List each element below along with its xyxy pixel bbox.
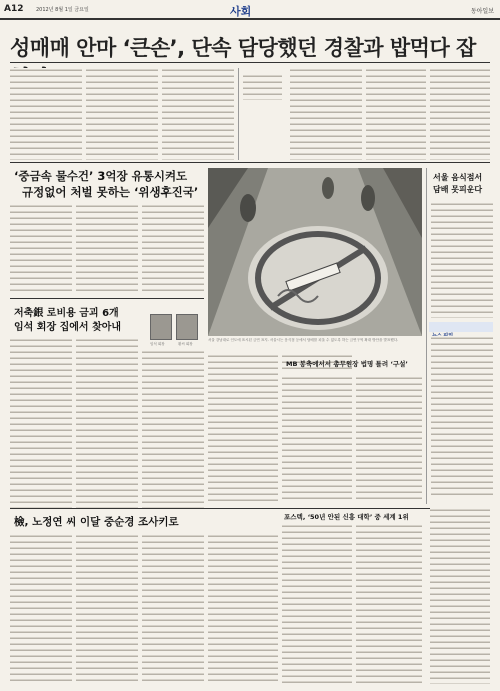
- story3-column-1: [10, 338, 72, 508]
- no-smoking-sign-photo: [208, 168, 422, 336]
- middle-column-1: [208, 354, 278, 502]
- sidebar-bottom-column: [430, 508, 490, 684]
- portrait-caption-2: 황씨 회장: [178, 342, 193, 346]
- main-article-column-6: [430, 68, 490, 160]
- main-headline: 성매매 안마 ‘큰손’, 단속 담당했던 경찰과 밥먹다 잡: [10, 36, 476, 60]
- story2-column-2: [76, 204, 138, 294]
- center-photo: [208, 168, 422, 336]
- main-article-column-5: [366, 68, 426, 160]
- main-article-column-3: [162, 68, 234, 160]
- story4-column-2: [76, 534, 138, 684]
- story6-column-1: [282, 524, 352, 684]
- story4-column-1: [10, 534, 72, 684]
- page-number: A12: [4, 4, 24, 14]
- main-article-column-4: [290, 68, 362, 160]
- headline-rule: [10, 62, 490, 63]
- middle-column-2: [282, 376, 352, 502]
- main-article-column-1: [10, 68, 82, 160]
- story3-column-2: [76, 338, 138, 508]
- portrait-photo-1: [150, 314, 172, 340]
- sidebar-news-items: [431, 336, 493, 498]
- sidebar-headline-line2: 담배 못피운다: [433, 185, 483, 194]
- news-pickup-banner: [429, 322, 493, 332]
- bottom-divider: [10, 508, 490, 509]
- story-divider: [10, 298, 204, 299]
- story3-headline-line2: 임석 회장 집에서 찾아내: [14, 322, 122, 333]
- pull-quote-text: [243, 74, 282, 100]
- story2-headline-line1: ‘중금속 물수건’ 3억장 유통시켜도: [14, 169, 188, 183]
- story5-headline: MB 봉축에서서 총무원장 법명 틀려 ‘구설’: [286, 360, 408, 368]
- pull-quote: [238, 68, 286, 160]
- story2-column-1: [10, 204, 72, 294]
- portrait-caption-1: 임석 회장: [150, 342, 165, 346]
- middle-column-3: [356, 376, 422, 502]
- photo-caption: 서울 강남대로 인도에 표시된 금연 표지. 서울시는 음식점 등에서 담배를 피울 수 없도록 하는 금연구역 확대 방안을 발표했다.: [208, 338, 399, 342]
- portrait-photo-2: [176, 314, 198, 340]
- story6-headline: 포스텍, ‘50년 안된 신흥 대학’ 중 세계 1위: [284, 513, 409, 521]
- story2-column-3: [142, 204, 204, 294]
- main-article-column-2: [86, 68, 158, 160]
- story3-headline-line1: 저축銀 로비용 금괴 6개: [14, 308, 119, 319]
- sidebar-article: [431, 202, 493, 318]
- story4-headline: 檢, 노정연 씨 이달 중순경 조사키로: [14, 516, 179, 528]
- sidebar-headline-line1: 서울 음식점서: [433, 173, 483, 182]
- issue-date: 2012년 8월 1일 금요일: [36, 7, 89, 13]
- section-divider: [10, 162, 490, 163]
- story6-column-2: [356, 524, 422, 684]
- newspaper-name: 동아일보: [470, 8, 494, 15]
- page-header: [0, 0, 500, 20]
- story4-column-3: [142, 534, 204, 684]
- story4-column-4: [208, 534, 278, 684]
- right-sidebar: [426, 168, 496, 504]
- story2-headline-line2: 규정없어 처벌 못하는 ‘위생후진국’: [22, 185, 199, 199]
- story3-column-3: [142, 350, 204, 508]
- section-title: 사회: [230, 5, 252, 18]
